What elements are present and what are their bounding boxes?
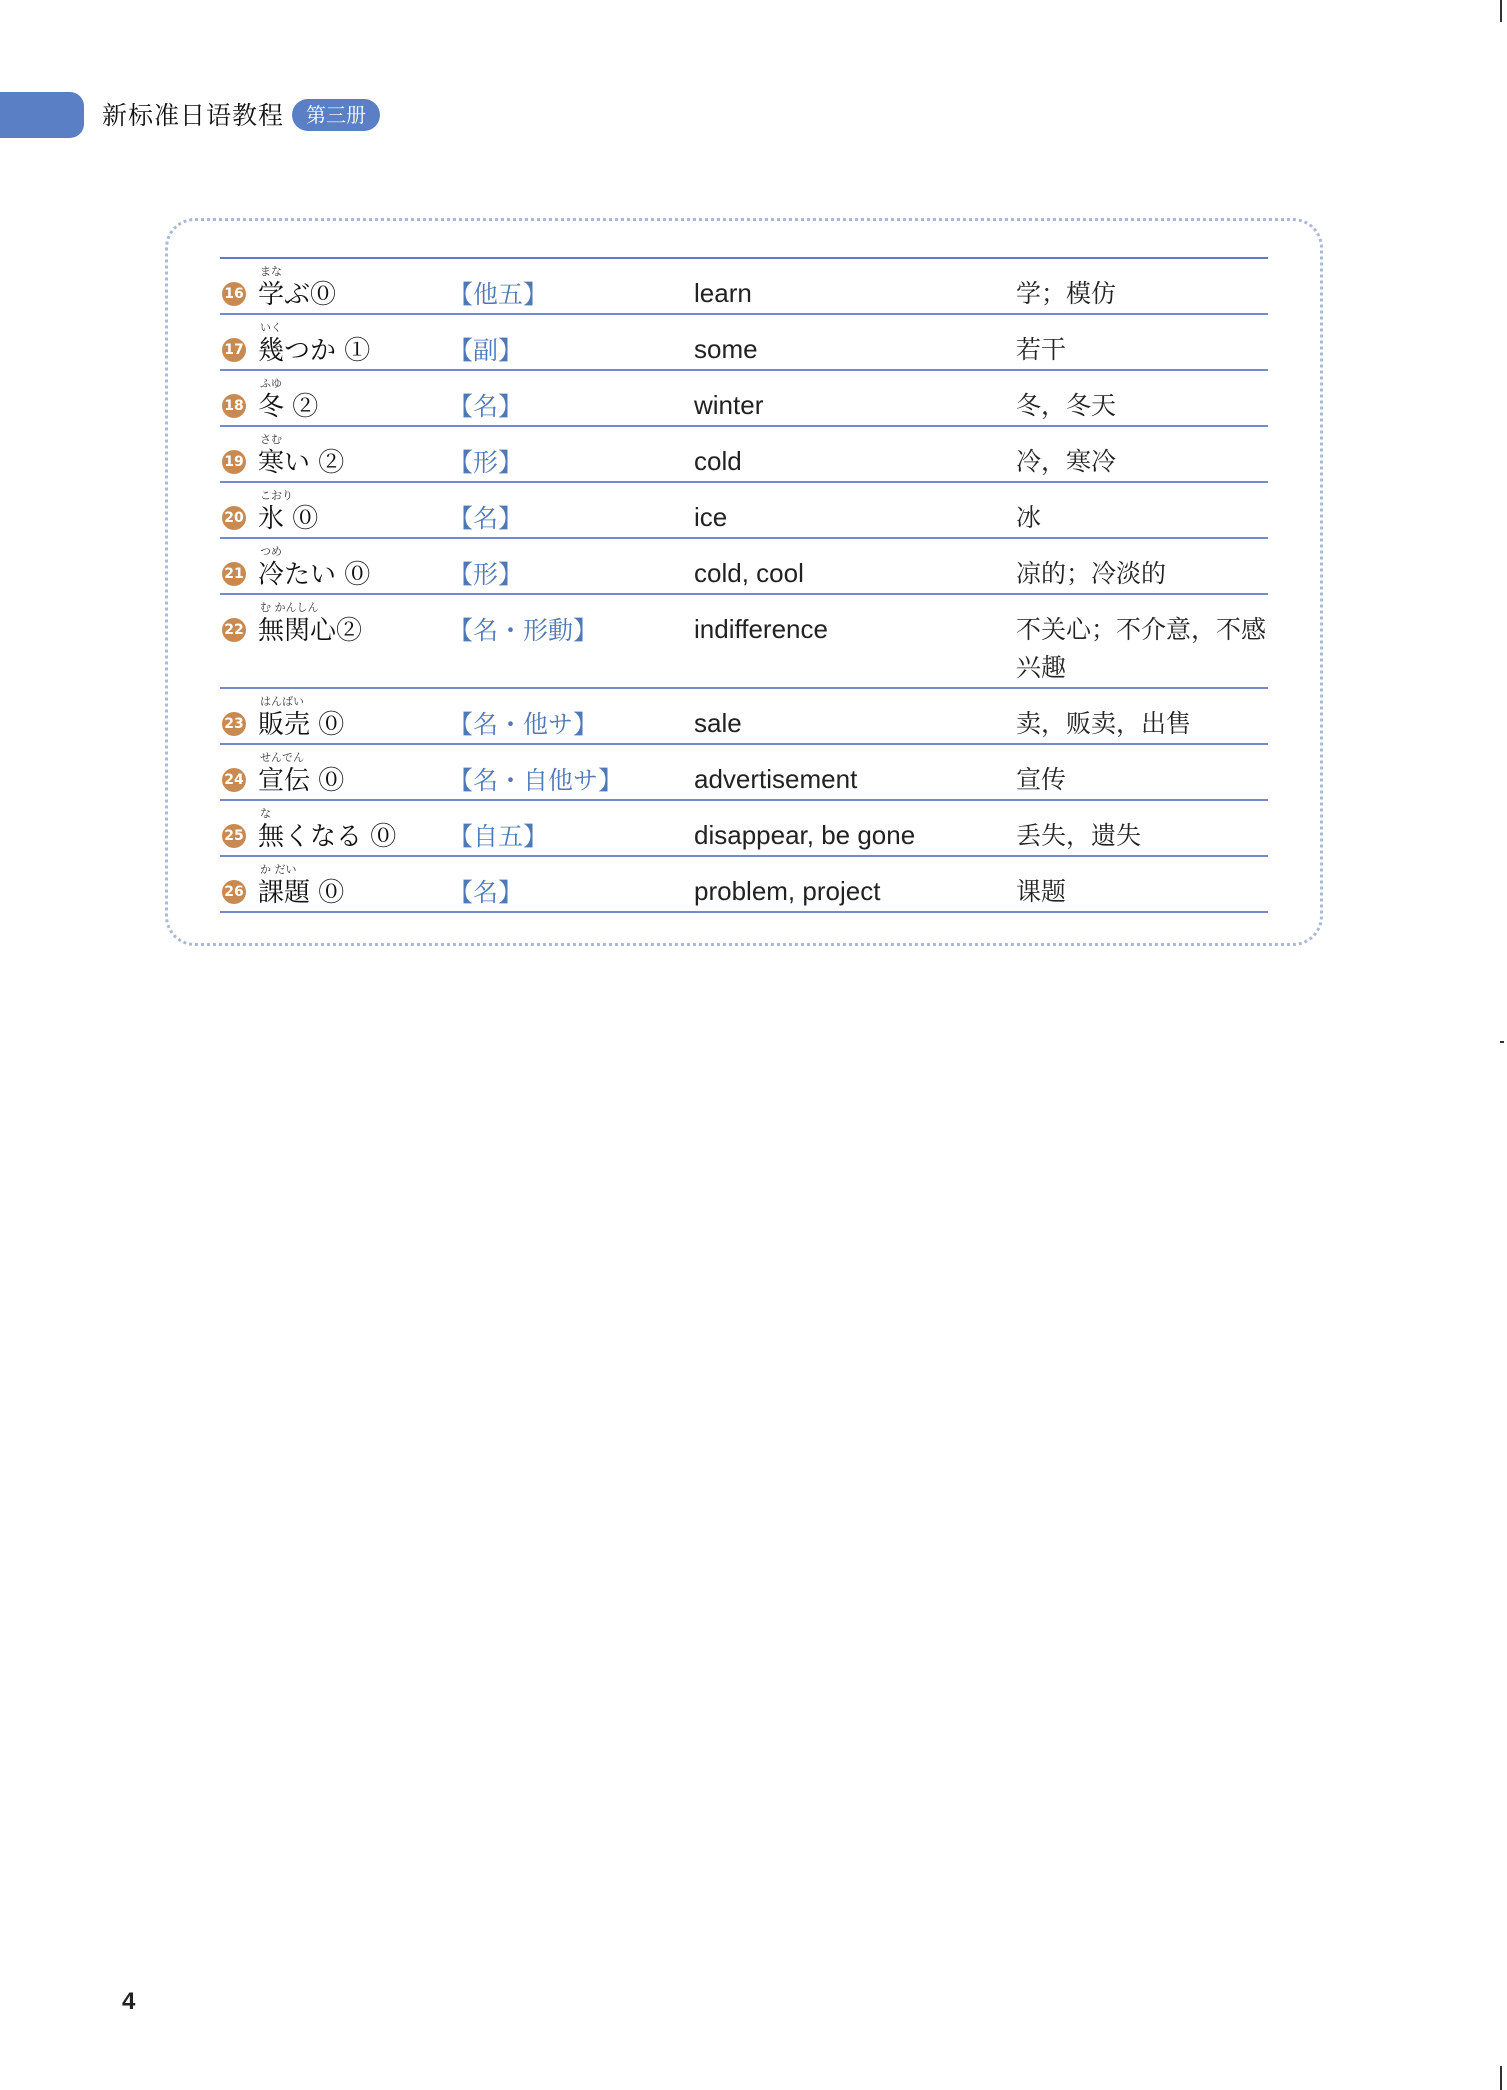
chinese-meaning: 冬，冬天 — [1016, 391, 1117, 420]
chinese-meaning: 学；模仿 — [1016, 279, 1117, 308]
headword-group — [258, 863, 344, 909]
headword-group — [258, 321, 370, 367]
chinese-meaning: 冰 — [1016, 503, 1042, 532]
chinese-meaning: 冷，寒冷 — [1016, 447, 1117, 476]
english-meaning: problem, project — [694, 876, 881, 906]
headword: 課題 ⓪ — [258, 878, 345, 908]
english-meaning: cold — [694, 446, 742, 476]
vocab-row — [220, 745, 1268, 801]
vocabulary-table — [220, 257, 1268, 913]
headword: 寒い ② — [258, 448, 345, 478]
headword: 氷 ⓪ — [258, 504, 319, 534]
entry-number: 18 — [222, 394, 246, 418]
vocab-row — [220, 371, 1268, 427]
part-of-speech: 【名】 — [448, 878, 524, 907]
entry-number: 24 — [222, 768, 246, 792]
part-of-speech: 【名・自他サ】 — [448, 766, 624, 795]
furigana: む かんしん — [260, 601, 319, 614]
vocab-row — [220, 595, 1268, 689]
part-of-speech: 【形】 — [448, 448, 524, 477]
part-of-speech: 【形】 — [448, 560, 524, 589]
english-meaning: advertisement — [694, 764, 858, 794]
headword: 冬 ② — [258, 392, 319, 422]
headword: 無くなる ⓪ — [258, 822, 397, 852]
entry-number: 19 — [222, 450, 246, 474]
part-of-speech: 【名・他サ】 — [448, 710, 599, 739]
vocab-row — [220, 315, 1268, 371]
part-of-speech: 【名】 — [448, 504, 524, 533]
furigana: さむ — [260, 433, 282, 446]
headword-group — [258, 695, 344, 741]
headword-group — [258, 433, 344, 479]
crop-mark-top — [1500, 0, 1502, 22]
crop-mark-middle — [1500, 1041, 1504, 1043]
furigana: な — [260, 807, 271, 820]
header-tab — [0, 92, 84, 138]
headword-group — [258, 265, 336, 311]
vocab-row — [220, 689, 1268, 745]
english-meaning: indifference — [694, 614, 828, 644]
english-meaning: winter — [694, 390, 764, 420]
headword-group — [258, 807, 396, 853]
vocab-row — [220, 483, 1268, 539]
chinese-meaning: 若干 — [1016, 335, 1067, 364]
furigana: つめ — [260, 545, 282, 558]
english-meaning: sale — [694, 708, 742, 738]
part-of-speech: 【名】 — [448, 392, 524, 421]
entry-number: 26 — [222, 880, 246, 904]
book-title: 新标准日语教程 — [102, 101, 285, 130]
page-number: 4 — [122, 1988, 136, 2015]
english-meaning: some — [694, 334, 758, 364]
part-of-speech: 【自五】 — [448, 822, 549, 851]
vocab-row — [220, 857, 1268, 913]
headword: 幾つか ① — [258, 336, 371, 366]
furigana: はんばい — [260, 695, 304, 708]
furigana: せんでん — [260, 751, 304, 764]
entry-number: 20 — [222, 506, 246, 530]
furigana: こおり — [260, 489, 293, 502]
entry-number: 17 — [222, 338, 246, 362]
headword: 学ぶ⓪ — [258, 280, 337, 310]
headword-group — [258, 751, 344, 797]
headword: 冷たい ⓪ — [258, 560, 371, 590]
entry-number: 16 — [222, 282, 246, 306]
chinese-meaning: 卖，贩卖，出售 — [1016, 709, 1192, 738]
entry-number: 21 — [222, 562, 246, 586]
vocab-row — [220, 801, 1268, 857]
headword-group — [258, 545, 370, 591]
headword-group — [258, 377, 318, 423]
chinese-meaning: 不关心；不介意，不感兴趣 — [1016, 615, 1267, 682]
crop-mark-bottom — [1500, 2066, 1502, 2090]
chinese-meaning: 课题 — [1016, 877, 1067, 906]
headword: 販売 ⓪ — [258, 710, 345, 740]
entry-number: 23 — [222, 712, 246, 736]
furigana: ふゆ — [260, 377, 282, 390]
chinese-meaning: 凉的；冷淡的 — [1016, 559, 1167, 588]
headword: 宣伝 ⓪ — [258, 766, 345, 796]
english-meaning: disappear, be gone — [694, 820, 916, 850]
headword-group — [258, 601, 362, 647]
entry-number: 25 — [222, 824, 246, 848]
vocab-row — [220, 259, 1268, 315]
part-of-speech: 【名・形動】 — [448, 616, 599, 645]
headword: 無関心② — [258, 616, 363, 646]
english-meaning: ice — [694, 502, 728, 532]
furigana: か だい — [260, 863, 297, 876]
headword-group — [258, 489, 318, 535]
english-meaning: cold, cool — [694, 558, 804, 588]
volume-badge: 第三册 — [292, 99, 380, 131]
furigana: まな — [260, 265, 282, 278]
part-of-speech: 【副】 — [448, 336, 524, 365]
vocab-row — [220, 539, 1268, 595]
furigana: いく — [260, 321, 282, 334]
chinese-meaning: 丢失，遗失 — [1016, 821, 1142, 850]
part-of-speech: 【他五】 — [448, 280, 549, 309]
english-meaning: learn — [694, 278, 752, 308]
vocab-row — [220, 427, 1268, 483]
entry-number: 22 — [222, 618, 246, 642]
chinese-meaning: 宣传 — [1016, 765, 1067, 794]
